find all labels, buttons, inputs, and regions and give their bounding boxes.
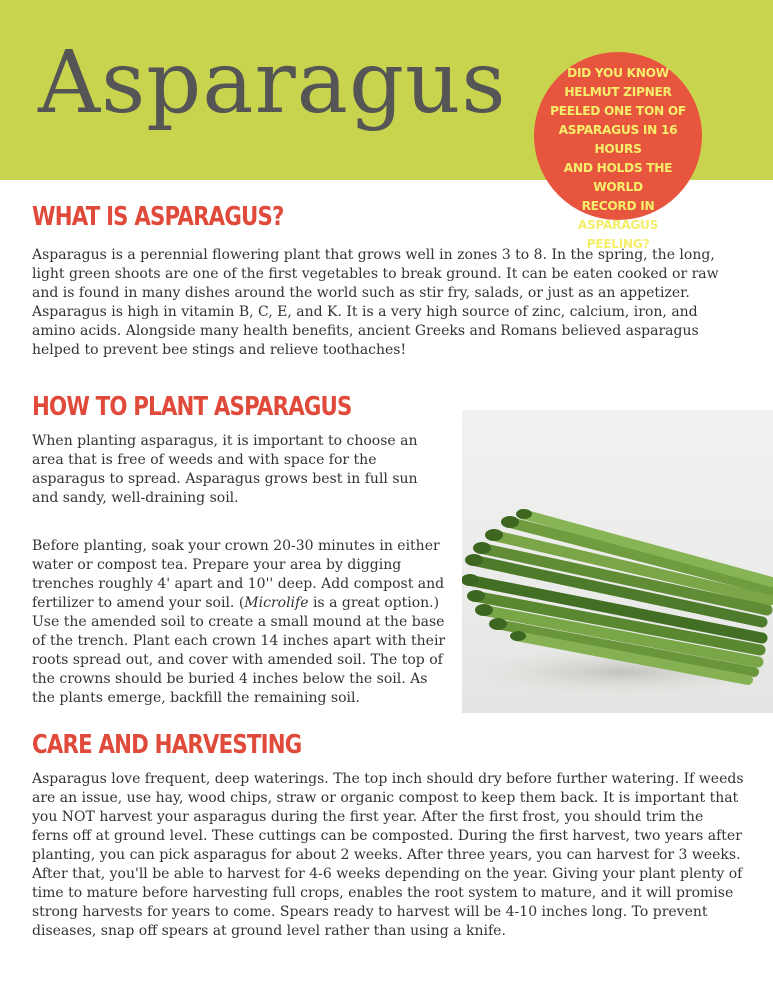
callout-line: HELMUT ZIPNER: [564, 85, 672, 99]
asparagus-photo: [462, 410, 773, 713]
section-body-plant-2: [32, 537, 450, 708]
section-heading-care: CARE AND HARVESTING: [32, 730, 302, 760]
did-you-know-callout: [534, 52, 702, 251]
callout-line: ASPARAGUS IN 16 HOURS: [558, 123, 678, 156]
callout-line: PEELING?: [586, 237, 650, 251]
section-body-plant-1: When planting asparagus, it is important to choose an area that is free of weeds and with space for the asparagus to spread. Asparagus grows best in full sun and sandy, well-draining soil.: [32, 433, 418, 506]
section-heading-what: WHAT IS ASPARAGUS?: [32, 202, 284, 232]
callout-line: DID YOU KNOW: [567, 66, 669, 80]
section-heading-plant: HOW TO PLANT ASPARAGUS: [32, 392, 352, 422]
plant-text-post: is a great option.) Use the amended soil to create a small mound at the base of the trench. Plant each crown 14 inches apart with their roots spread out, and cover with amended soil. The top of the crowns should be buried 4 inches below the soil. As the plants emerge, backfill the remaining soil.: [32, 595, 446, 706]
microlife-product-name: Microlife: [244, 595, 309, 611]
section-body-what: Asparagus is a perennial flowering plant that grows well in zones 3 to 8. In the spring, the long, light green shoots are one of the first vegetables to break ground. It can be eaten cooked or raw and is found in many dishes around the world such as stir fry, salads, or just as an appetizer. Asparagus is high in vitamin B, C, E, and K. It is a very high source of zinc, calcium, iron, and amino acids. Alongside many health benefits, ancient Greeks and Romans believed asparagus helped to prevent bee stings and relieve toothaches!: [32, 247, 719, 358]
callout-line: RECORD IN ASPARAGUS: [577, 199, 659, 232]
callout-line: PEELED ONE TON OF: [550, 104, 686, 118]
section-body-care: Asparagus love frequent, deep waterings. The top inch should dry before further watering. If weeds are an issue, use hay, wood chips, straw or organic compost to keep them back. It is important that you NOT harvest your asparagus during the first year. After the first frost, you should trim the ferns off at ground level. These cuttings can be composted. During the first harvest, two years after planting, you can pick asparagus for about 2 weeks. After three years, you can harvest for 3 weeks. After that, you'll be able to harvest for 4-6 weeks depending on the year. Giving your plant plenty of time to mature before harvesting full crops, enables the root system to mature, and it will promise strong harvests for years to come. Spears ready to harvest will be 4-10 inches long. To prevent diseases, snap off spears at ground level rather than using a knife.: [32, 771, 744, 939]
plant-text-pre: Before planting, soak your crown 20-30 minutes in either water or compost tea. Prepare your area by digging trenches roughly 4' apart and 10'' deep. Add compost and fertilizer to amend your soil. (: [32, 538, 445, 611]
callout-line: AND HOLDS THE WORLD: [563, 161, 673, 194]
asparagus-bundle-illustration: [462, 410, 773, 713]
page-title: Asparagus: [38, 33, 507, 133]
